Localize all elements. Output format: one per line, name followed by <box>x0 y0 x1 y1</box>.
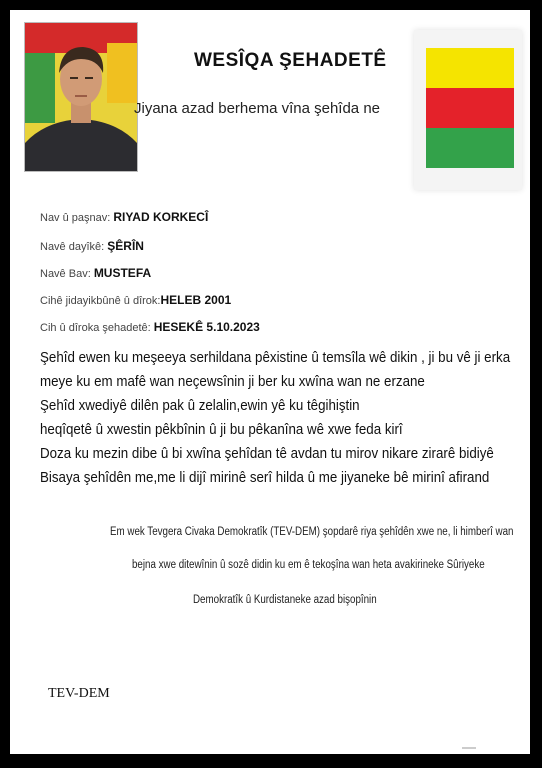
pledge-line: bejna xwe ditewînin û sozê didin ku em ê tekoşîna wan heta avakirineke Sûriyeke <box>132 559 485 571</box>
flag-stripe-green <box>426 128 514 168</box>
portrait-photo-icon <box>25 23 137 171</box>
field-father-name <box>40 266 151 280</box>
statement-line: heqîqetê û xwestin pêkbînin û ji bu pêkanîna wê xwe feda kirî <box>40 422 403 438</box>
statement-line: Doza ku mezin dibe û bi xwîna şehîdan tê avdan tu mirov nikare zirarê bidiyê <box>40 446 494 462</box>
statement-line: Bisaya şehîdên me,me li dijî mirinê serî hilda û me jiyaneke bê mirinî afirand <box>40 470 490 486</box>
field-name <box>40 210 208 224</box>
statement-line: meye ku em mafê wan neçewsînin ji ber ku xwîna wan ne erzane <box>40 374 425 390</box>
document-title: WESÎQA ŞEHADETÊ <box>194 50 387 71</box>
organization-signature: TEV-DEM <box>48 686 110 701</box>
field-label: Cihê jidayikbûnê û dîrok: <box>40 295 161 307</box>
field-label: Nav û paşnav: <box>40 212 114 224</box>
document-subtitle: Jiyana azad berhema vîna şehîda ne <box>134 100 380 117</box>
pledge-line: Demokratîk û Kurdistaneke azad bişopînin <box>193 594 377 606</box>
certificate-sheet <box>10 10 530 754</box>
field-label: Cih û dîroka şehadetê: <box>40 322 154 334</box>
field-label: Navê dayîkê: <box>40 241 108 253</box>
statement-line: Şehîd xwediyê dilên pak û zelalin,ewin yê ku têgihiştin <box>40 398 360 414</box>
statement-line: Şehîd ewen ku meşeeya serhildana pêxistine û temsîla wê dikin , ji bu vê ji erka <box>40 350 511 366</box>
field-value: HELEB 2001 <box>160 293 232 307</box>
flag-stripe-red <box>426 88 514 128</box>
statement-text <box>40 346 524 490</box>
flag-stripe-yellow <box>426 48 514 88</box>
field-mother-name <box>40 239 144 253</box>
pledge-line: Em wek Tevgera Civaka Demokratîk (TEV-DEM) şopdarê riya şehîdên xwe ne, li himberî wan <box>110 526 514 538</box>
field-label: Navê Bav: <box>40 268 94 280</box>
field-martyrdom-place-date <box>40 320 260 334</box>
field-value: MUSTEFA <box>93 266 152 280</box>
field-birth-place-date <box>40 293 231 307</box>
flag-emblem <box>414 30 522 190</box>
martyr-photo <box>24 22 138 172</box>
divider <box>462 747 476 749</box>
field-value: RIYAD KORKECÎ <box>113 210 209 224</box>
field-value: HESEKÊ 5.10.2023 <box>153 320 260 334</box>
field-value: ŞÊRÎN <box>107 239 144 253</box>
